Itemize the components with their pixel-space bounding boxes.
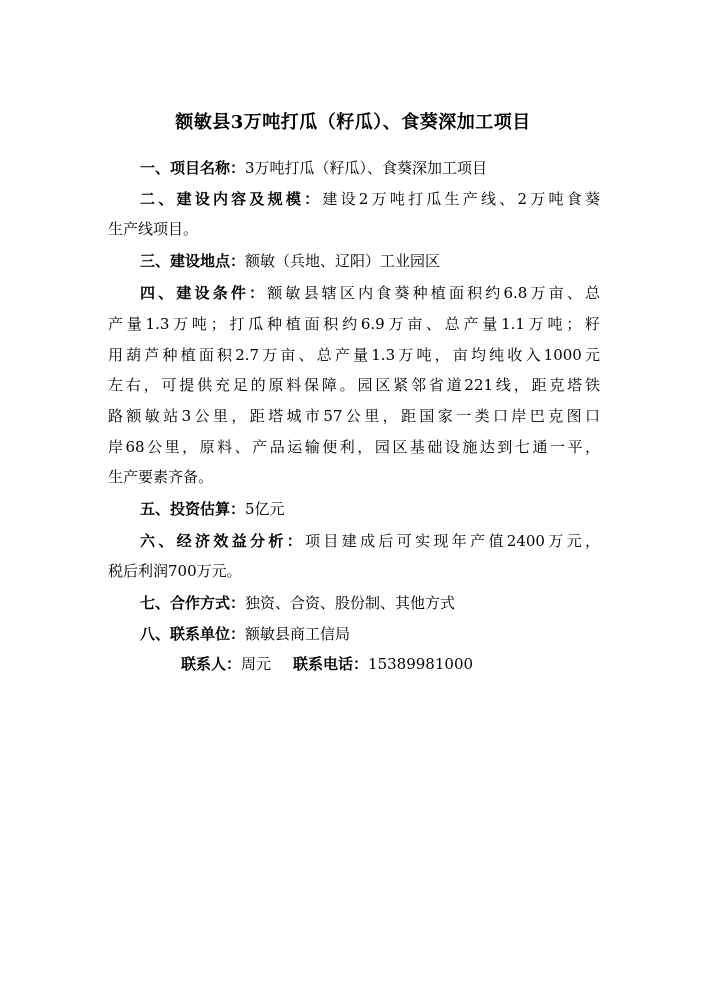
site-value: 额敏（兵地、辽阳）工业园区 [245,252,441,270]
economic-benefit-label: 六、经济效益分析： [140,532,306,550]
economic-benefit-row [140,526,600,556]
conditions-line6: 岸68公里，原料、产品运输便利，园区基础设施达到七通一平， [108,438,600,456]
investment-value: 5亿元 [245,500,285,518]
contact-person-label: 联系人： [181,655,242,673]
cooperation-row [140,588,600,618]
construction-scope-line1: 建设2万吨打瓜生产线、2万吨食葵 [322,190,600,208]
project-name-row [140,153,600,183]
conditions-line3: 用葫芦种植面积2.7万亩、总产量1.3万吨，亩均纯收入1000元 [108,346,600,364]
conditions-row [140,278,600,308]
project-name-value: 3万吨打瓜（籽瓜）、食葵深加工项目 [245,159,488,177]
contact-unit-value: 额敏县商工信局 [245,625,351,643]
cooperation-label: 七、合作方式： [140,594,246,612]
conditions-line1: 额敏县辖区内食葵种植面积约6.8万亩、总 [267,284,600,302]
contact-row [181,649,601,679]
investment-label: 五、投资估算： [140,500,246,518]
site-row [140,246,600,276]
investment-row [140,494,600,524]
economic-benefit-line2: 税后利润700万元。 [108,562,242,580]
project-name-label: 一、项目名称： [140,159,246,177]
conditions-line7: 生产要素齐备。 [108,468,214,486]
contact-person: 周元 [241,655,272,673]
economic-benefit-line1: 项目建成后可实现年产值2400万元， [305,532,600,550]
conditions-line4: 左右，可提供充足的原料保障。园区紧邻省道221线，距克塔铁 [108,376,600,394]
site-label: 三、建设地点： [140,252,246,270]
contact-unit-label: 八、联系单位： [140,625,246,643]
document-title: 额敏县3万吨打瓜（籽瓜）、食葵深加工项目 [175,112,531,133]
construction-scope-row [140,184,600,214]
conditions-label: 四、建设条件： [140,284,268,302]
contact-phone: 15389981000 [368,655,474,673]
construction-scope-line2: 生产线项目。 [108,220,199,238]
cooperation-value: 独资、合资、股份制、其他方式 [245,594,456,612]
contact-phone-label: 联系电话： [293,655,369,673]
contact-unit-row [140,619,600,649]
construction-scope-label: 二、建设内容及规模： [140,190,323,208]
conditions-line5: 路额敏站3公里，距塔城市57公里，距国家一类口岸巴克图口 [108,407,600,425]
conditions-line2: 产量1.3万吨；打瓜种植面积约6.9万亩、总产量1.1万吨；籽 [108,315,600,333]
